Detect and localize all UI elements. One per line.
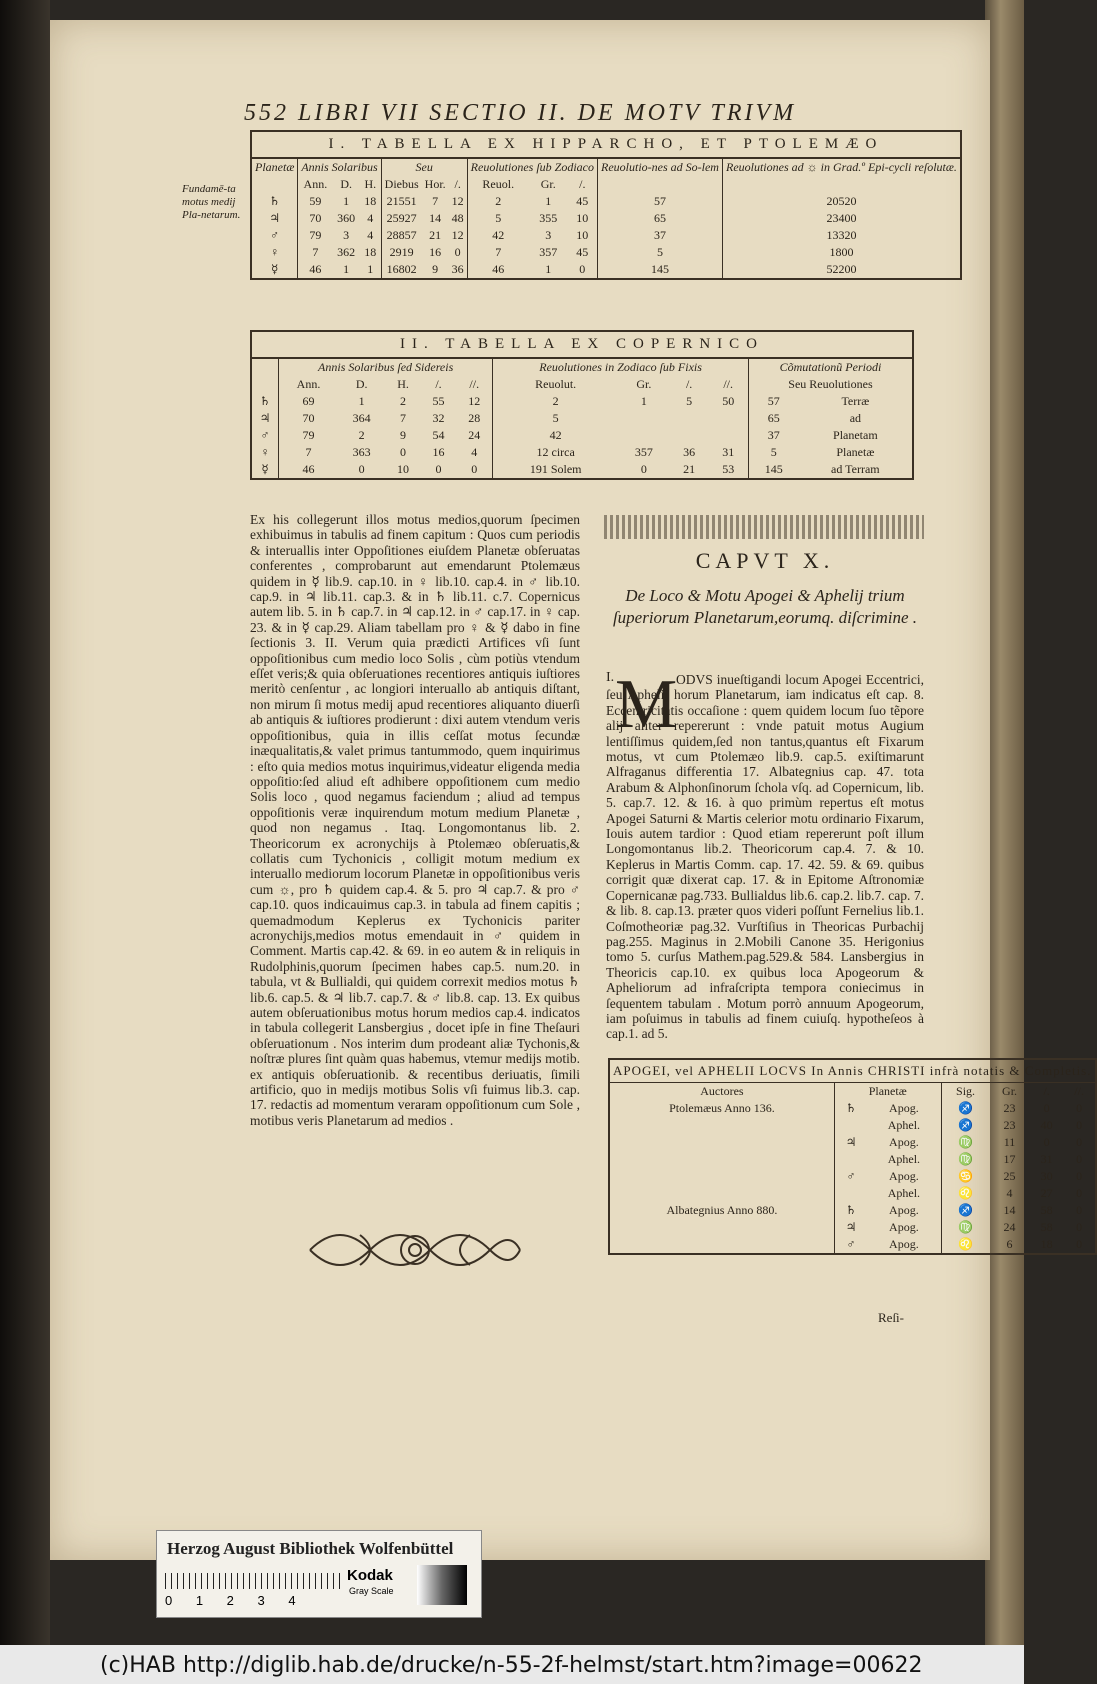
table-cell: 5 [467,210,529,227]
table-cell: 37 [748,427,798,444]
table-row [251,461,913,479]
sub-header: Ann. [279,376,338,393]
table-cell [708,410,748,427]
table-cell: 46 [467,261,529,279]
sub-header: Gr. [636,377,652,391]
table-cell: ♃ [269,211,281,225]
table-row [609,1134,1096,1151]
table-row [251,210,961,227]
sub-header: H. [364,177,377,191]
table-cell: 0 [1076,1152,1083,1166]
library-label [156,1530,482,1618]
table-cell: 58 [1040,1203,1053,1217]
table-cell: 7 [298,244,333,261]
scan-background [0,0,50,1684]
table-cell: 46 [279,461,338,479]
footer-url: (c)HAB http://diglib.hab.de/drucke/n-55-2f-helmst/start.htm?image=00622 [100,1653,923,1678]
col-header: Planetæ [255,160,295,174]
table-cell: 70 [298,210,333,227]
table-cell: Apog. [889,1101,919,1115]
table-row [609,1168,1096,1185]
table-cell: 0 [579,262,586,276]
table-cell: 4 [471,445,478,459]
table-cell: 21 [683,462,696,476]
table-cell: 1 [545,194,552,208]
table-body [251,393,913,479]
table-row [251,261,961,279]
table-cell [609,1117,834,1134]
table-cell: 11 [1003,1135,1016,1149]
next-page-edge [985,0,1024,1684]
table-row [251,193,961,210]
table-row [251,227,961,244]
table-cell: 6 [1006,1237,1013,1251]
table-cell: Planetæ [836,445,875,459]
table-cell: 37 [598,227,723,244]
sub-header: /. [579,177,586,191]
table-cell: 10 [576,228,589,242]
table-cell: 50 [722,394,735,408]
table-cell [618,427,670,444]
table-cell: 42 [467,227,529,244]
body-text-left: Ex his collegerunt illos motus medios,quorum ſpecimen exhibuimus in tabulis ad finem capitum : Quos cum periodis & interuallis inter Oppoſitiones eiuſdem Planetæ obſeruatas conferentes , comprobarunt aut emendarunt Ptolemæus quidem in ☿ lib.9. cap.10. in ♀ lib.10. cap.4. in ♂ lib.10. cap.9. in ♃ lib.11. cap.3. & in ♄ lib.11. c.7. Copernicus autem lib. 5. in ♄ cap.7. in ♃ cap.12. in ♂ cap.17. in ♀ cap. 23. & in ☿ cap.29. Aliam tabellam pro ♀ & ☿ dabo in fine ſectionis 3. II. Verum quia prædicti Artifices vſi ſunt oppoſitionibus cum medio loco Solis , cùm potiùs vtendum eſſet veris;& quia obſeruationes recentiores antiquis iuſtiores meritò cenſentur , ac longiori interuallo ab antiquis diſtant, non mirum ſi motus medij apud recentiores aliquanto diuerſi ab antiquis & iuſtiores prodierunt : dixi autem vtendum veris oppoſitionibus, quia in illis ceſſat motus ſecundæ inæqualitatis,& valet primus tantummodo, quem inquirimus : eſto quia medios motus inquirimus,videatur eligenda media oppoſitio:ſed aliud eſt adhibere oppoſitionem cum medio Solis loco , quod negamus faciendum ; aliud ad tempus oppoſitionis veræ inquirendum motum medium Planetæ , quod non negamus . Itaq. Longomontanus lib. 2. Theoricorum ex acronychijs à Ptolemæo obſeruatis,& collatis cum Tychonicis , colligit motum medium ex interuallo mediorum locorum Planetæ in oppoſitionibus veris cum ☼, pro ♄ quidem cap.4. & 5. pro ♃ cap.7. & pro ♂ cap.10. quos indicauimus cap.3. in tabula ad finem capitis ; quemadmodum Keplerus ex Tychonicis pariter acronychijs,medios motus emendauit in ♂ quidem in Comment. Martis cap.42. & 69. in eo autem & in reliquis in Rudolphinis,quorum ſpecimen habes cap.5. num.20. in tabula, vt & Bullialdi, qui quidem correxit medios motus ♄ lib.6. cap.5. & ♃ lib.7. cap.7. & ♂ lib.8. cap. 13. Ex quibus autem obſeruationibus motus horum medios cap.4. indicatos in tabula collegerit Lansbergius , docet ipſe in fine Theſauri obſeruationum . Nos interim dum prodeant aliæ Tychonis,& noſtræ plures ſint quàm quas habemus, vtemur medijs motib. ex antiquis obſeruationib. & recentibus deriuatis, ſimili artificio, quo in medijs motibus Solis vſi fuimus lib.3. cap. 17. redactis ad momentum veraram oppoſitionum cum Sole , motibus veris Planetarum ad medios . [250,512,580,1128]
col-header: Sig. [941,1083,990,1101]
table-title: II. TABELLA EX COPERNICO [251,331,913,358]
table-cell: 0 [1043,1135,1050,1149]
table-cell [618,410,670,427]
col-header: //. [1074,1084,1084,1098]
table-cell: 7 [432,194,439,208]
table-body [251,193,961,279]
table-cell: 79 [298,227,333,244]
table-cell: 30 [1040,1169,1053,1183]
table-cell: 0 [1076,1203,1083,1217]
table-cell [834,1117,867,1134]
table-cell: 12 [468,394,481,408]
table-cell: 45 [576,245,589,259]
table-cell: 40 [1040,1118,1053,1132]
table-cell [609,1236,834,1254]
table-cell: 55 [432,394,445,408]
table-cell: Apog. [889,1237,919,1251]
table-cell [670,410,709,427]
table-cell: 27 [1040,1186,1053,1200]
footer [0,1645,1024,1684]
col-header: Seu [381,158,467,176]
table-cell: 362 [337,245,356,259]
table-cell: 14 [429,211,442,225]
table-cell: 70 [279,410,338,427]
sub-header: /. [454,177,461,191]
table-cell: 0 [400,445,407,459]
table-cell: 59 [298,193,333,210]
table-cell: 54 [432,428,445,442]
table-cell: 42 [493,427,618,444]
table-cell: ♄ [834,1202,867,1219]
table-row [609,1185,1096,1202]
table-cell: 0 [1076,1169,1083,1183]
table-row [251,393,913,410]
table-cell [609,1219,834,1236]
ruler-numbers: 0 1 2 3 4 [165,1593,296,1608]
table-row [609,1117,1096,1134]
table-cell: 36 [451,262,464,276]
table-cell: 65 [598,210,723,227]
table-cell: 2 [493,393,618,410]
col-header: Reuolutiones ad ☼ in Grad.º Epi-cycli reſolutæ. [722,158,960,176]
table-cell: 4 [1006,1186,1013,1200]
table-cell: 191 Solem [493,461,618,479]
table-cell: 7 [400,411,407,425]
sub-header: D. [355,377,368,391]
table-cell: 24 [468,428,481,442]
table-cell: ♀ [270,245,280,259]
table-cell: 21 [429,228,442,242]
table-cell: 0 [471,462,478,476]
table-cell: ♂ [834,1236,867,1254]
table-cell: 5 [493,410,618,427]
sub-header: Reuolut. [493,376,618,393]
table-cell: ♋ [941,1168,990,1185]
table-cell: ♃ [834,1134,867,1151]
col-header: Planetæ [834,1083,941,1101]
table-cell: 65 [748,410,798,427]
table-cell: 1 [640,394,647,408]
gray-scale-label: Gray Scale [349,1586,394,1596]
table-cell: 14 [1003,1203,1016,1217]
table-cell: 32 [432,411,445,425]
table-cell: 13320 [722,227,960,244]
table-cell: 5 [686,394,693,408]
chapter-text: ODVS inueſtigandi locum Apogei Eccentrici, ſeu Aphelij horum Planetarum, iam indicatus eſt cap. 8. Eccentricitatis occaſione : quem quidem locum ſuo tẽpore alij aliter repererunt : vnde patuit motus Augium lentiſſimus quidem,ſed non tantus,quantus eſt Fixarum motus, vt cum Ptolemæo lib.9. cap.5. exiſtimarunt Alfraganus differentia 17. Albategnius cap. 47. tota Arabum & Alphonſinorum ſchola vſq. ad Copernicum, lib. 5. cap.7. 12. & 16. à quo primùm repertus eſt motus Apogei Saturni & Martis celerior motu ordinario Fixarum, Iouis autem tardior : Quod etiam repererunt poſt illum Longomontanus lib.2. Theoricorum cap.4. 7. & 10. Keplerus in Martis Comm. cap. 17. 42. 59. & 69. quibus corrigit quæ dixerat cap. 17. & in Epitome Aſtronomiæ Copernicanæ pag.733. Bullialdus lib.6. cap.2. lib.7. cap. 7. & lib. 8. cap.13. præter quos videri poſſunt Fernelius lib.1. Coſmotheoriæ pag.32. Vurſtiſius in Theoricas Purbachij pag.255. Maginus in 2.Mobili Canone 35. Herigonius tomo 5. curſus Mathem.pag.529.& 584. Lansbergius in Theoricis cap.10. ex quibus loca Apogeorum & Apheliorum ad infraſcripta tempora coniecimus in ſequentem tabulam . Motum porrò annuum Apogeorum, iam poſuimus in tabulis ad finem cuiuſq. hypotheſeos à cap.1. ad 5. [606,672,924,1042]
table-cell: 31 [1040,1152,1053,1166]
table-cell: 16 [432,445,445,459]
table-cell [834,1151,867,1168]
table-cell: 53 [722,462,735,476]
col-header: Reuolutiones in Zodiaco ſub Fixis [493,358,749,376]
table-cell: 18 [364,194,377,208]
table-cell: 17 [1003,1152,1016,1166]
table-cell: 5 [598,244,723,261]
table-cell: ☿ [270,262,279,276]
table-cell: 25927 [381,210,422,227]
sub-header: /. [685,377,693,391]
table-title: I. TABELLA EX HIPPARCHO, ET PTOLEMÆO [251,131,961,158]
table-cell: 31 [722,445,735,459]
table-cell [609,1168,834,1185]
table-cell: ♀ [260,445,270,459]
table-cell: Aphel. [887,1118,921,1132]
sub-header: Seu Reuolutiones [748,376,913,393]
table-cell: ♃ [259,411,271,425]
table-cell: 23 [1003,1118,1016,1132]
table-cell: 24 [1003,1220,1016,1234]
table-copernicus [250,330,914,480]
table-cell: 12 circa [493,444,618,461]
table-cell: Apog. [889,1135,919,1149]
table-cell: 10 [576,211,589,225]
table-cell: 0 [1043,1101,1050,1115]
table-cell: ♌ [941,1236,990,1254]
table-cell: ♐ [941,1100,990,1117]
table-cell: ♄ [259,394,271,408]
table-cell: 0 [454,245,461,259]
table-cell: ♂ [260,428,270,442]
sub-header: D. [340,177,353,191]
table-cell: 0 [435,462,442,476]
table-cell [609,1185,834,1202]
table-cell [670,427,709,444]
table-cell: Albategnius Anno 880. [666,1203,778,1217]
sub-header: //. [469,377,480,391]
table-cell: 25 [1003,1169,1016,1183]
library-name: Herzog August Bibliothek Wolfenbüttel [167,1539,454,1558]
table-cell: 57 [598,193,723,210]
table-cell: 357 [634,445,653,459]
table-cell: 2 [400,394,407,408]
table-cell: 69 [279,393,338,410]
table-cell: 36 [683,445,696,459]
catchword: Reſi- [878,1310,904,1325]
table-cell: 16802 [381,261,422,279]
col-header: /. [1043,1084,1050,1098]
table-row [609,1151,1096,1168]
table-cell: ♍ [941,1151,990,1168]
table-cell: Aphel. [887,1186,921,1200]
table-cell: 12 [451,228,464,242]
col-header: Annis Solaribus ſed Sidereis [279,358,493,376]
table-cell: 0 [1076,1220,1083,1234]
decorative-vignette [300,1215,530,1285]
table-cell: 28857 [381,227,422,244]
table-cell: 18 [1040,1237,1053,1251]
table-cell: 4 [367,228,374,242]
table-cell: 355 [539,211,558,225]
table-cell: ♍ [941,1134,990,1151]
table-cell: ♐ [941,1117,990,1134]
margin-note: Fundamē-ta motus medij Pla-netarum. [182,183,241,221]
table-cell: ♐ [941,1202,990,1219]
table-cell: 1 [367,262,374,276]
table-cell: 57 [748,393,798,410]
table-row [251,444,913,461]
table-cell: 9 [432,262,439,276]
table-cell: 20520 [722,193,960,210]
table-cell: Terræ [841,394,870,408]
drop-cap: M [615,666,678,743]
table-cell: 16 [429,245,442,259]
table-cell: 1 [545,262,552,276]
table-cell: 0 [1076,1237,1083,1251]
table-body [609,1100,1096,1254]
sub-header: /. [435,377,442,391]
table-cell [609,1151,834,1168]
table-cell: 1 [343,262,350,276]
sub-header: Gr. [540,177,556,191]
table-cell: 9 [400,428,407,442]
table-cell: 145 [748,461,798,479]
col-header: Cõmutationũ Periodi [748,358,913,376]
table-cell: ♂ [270,228,280,242]
kodak-logo: Kodak [347,1567,393,1584]
table-cell: 2 [467,193,529,210]
col-header: Annis Solaribus [298,158,381,176]
table-cell: 360 [337,211,356,225]
table-row [251,410,913,427]
table-cell: 10 [397,462,410,476]
table-cell: Planetam [833,428,878,442]
table-row [609,1202,1096,1219]
table-cell: 357 [539,245,558,259]
table-cell: 0 [358,462,365,476]
chapter-subtitle: De Loco & Motu Apogei & Aphelij trium ſuperiorum Planetarum,eorumq. diſcrimine . [612,586,918,627]
table-row [609,1219,1096,1236]
table-cell [708,427,748,444]
table-cell: 7 [279,444,338,461]
gray-scale-patch [417,1565,467,1605]
table-cell: 18 [364,245,377,259]
table-row [251,427,913,444]
sub-header: Hor. [424,177,446,191]
paragraph-number: I. [606,670,615,685]
table-cell: 79 [279,427,338,444]
table-cell: 58 [1040,1220,1053,1234]
ornament-band [604,515,924,539]
table-cell: ♄ [834,1100,867,1117]
scale-ruler [165,1573,341,1589]
table-cell: 5 [748,444,798,461]
table-cell: 0 [1076,1135,1083,1149]
table-cell: 0 [1076,1118,1083,1132]
table-hipparchus [250,130,962,280]
table-title: APOGEI, vel APHELII LOCVS In Annis CHRISTI infrà notatis & Completis. [609,1059,1096,1083]
table-cell: 1800 [722,244,960,261]
table-cell: 3 [343,228,350,242]
table-cell: 0 [640,462,647,476]
table-cell: Apog. [889,1220,919,1234]
table-cell: 52200 [722,261,960,279]
table-cell: Ptolemæus Anno 136. [669,1101,775,1115]
table-cell: 12 [451,194,464,208]
table-cell: 1 [343,194,350,208]
sub-header: Ann. [298,176,333,193]
sub-header: H. [397,377,409,391]
table-cell: ♂ [834,1168,867,1185]
col-header: Reuolutiones ſub Zodiaco [467,158,597,176]
table-cell: 4 [367,211,374,225]
table-cell: 2919 [381,244,422,261]
table-cell: Aphel. [887,1152,921,1166]
table-cell: 0 [1076,1101,1083,1115]
table-cell: 145 [598,261,723,279]
running-head: 552 LIBRI VII SECTIO II. DE MOTV TRIVM [244,100,797,126]
table-cell: 23 [1003,1101,1016,1115]
sub-header: //. [723,377,734,391]
table-row [609,1100,1096,1117]
table-cell: 23400 [722,210,960,227]
sub-header: Reuol. [467,176,529,193]
chapter-heading: CAPVT X. [695,548,835,573]
table-cell: 0 [1076,1186,1083,1200]
table-cell: Apog. [889,1203,919,1217]
table-row [609,1236,1096,1254]
table-row [251,244,961,261]
table-cell: 45 [576,194,589,208]
col-header: Reuolutio-nes ad So-lem [598,158,723,176]
table-apogee [608,1058,1097,1255]
table-cell: Apog. [889,1169,919,1183]
table-cell: 7 [467,244,529,261]
sub-header: Diebus [381,176,422,193]
table-cell [609,1134,834,1151]
table-cell: ♍ [941,1219,990,1236]
table-cell: ad Terram [831,462,880,476]
table-cell: ♌ [941,1185,990,1202]
table-cell: 1 [358,394,365,408]
table-cell: 46 [298,261,333,279]
table-cell: ♄ [269,194,281,208]
table-cell: 3 [545,228,552,242]
col-header: Gr. [1002,1084,1018,1098]
table-cell [834,1185,867,1202]
table-cell: 48 [451,211,464,225]
table-cell: 28 [468,411,481,425]
table-cell: ☿ [261,462,269,476]
table-cell: ♃ [834,1219,867,1236]
table-cell: 363 [352,445,371,459]
table-cell: 21551 [381,193,422,210]
table-cell: 364 [352,411,371,425]
table-cell: ad [849,411,862,425]
col-header: Auctores [700,1084,744,1098]
table-cell: 2 [358,428,365,442]
